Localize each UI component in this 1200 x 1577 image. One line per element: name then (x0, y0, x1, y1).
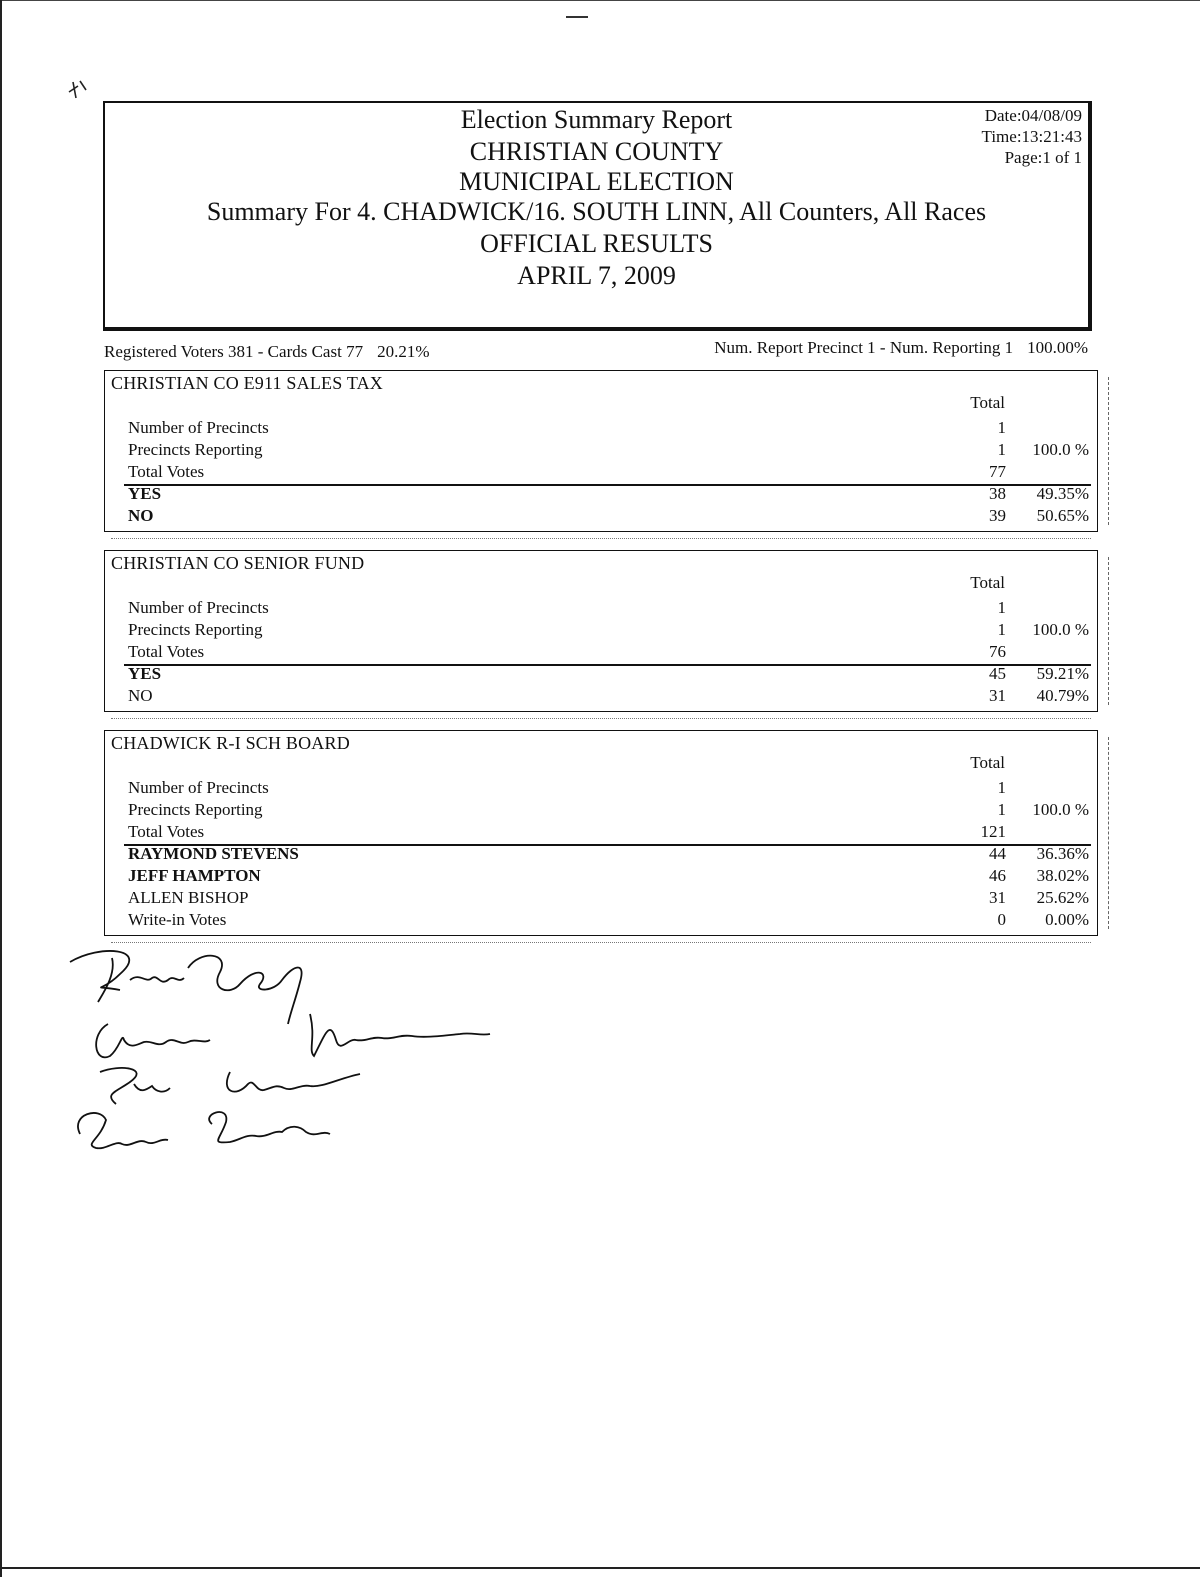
vote-total: 1 (997, 800, 1006, 819)
stat-label: Precincts Reporting (128, 440, 263, 459)
county-name: CHRISTIAN COUNTY (469, 137, 724, 166)
race-title: CHRISTIAN CO SENIOR FUND (111, 553, 365, 573)
choice-label: RAYMOND STEVENS (128, 844, 299, 863)
stat-row (105, 619, 1097, 641)
stat-label: Precincts Reporting (128, 800, 263, 819)
page-edge-top (0, 0, 1200, 1)
choice-label: NO (128, 686, 153, 705)
report-time: Time:13:21:43 (981, 127, 1082, 146)
choice-row (105, 843, 1097, 865)
race-box (104, 730, 1098, 936)
vote-percent: 59.21% (1036, 664, 1089, 683)
choice-row (105, 483, 1097, 505)
turnout-percent: 20.21% (377, 342, 430, 361)
report-title: Election Summary Report (460, 105, 733, 134)
vote-percent: 25.62% (1036, 888, 1089, 907)
signatures (60, 944, 520, 1164)
stat-label: Total Votes (128, 822, 205, 841)
vote-total: 1 (997, 778, 1006, 797)
vote-total: 31 (989, 888, 1006, 907)
registered-voters: Registered Voters 381 - Cards Cast 77 (104, 342, 364, 361)
turnout-summary (104, 342, 430, 362)
choice-label: NO (128, 506, 154, 525)
stat-row (105, 821, 1097, 843)
vote-percent: 100.0 % (1032, 620, 1089, 639)
choice-row (105, 505, 1097, 527)
scan-noise-line (111, 536, 1091, 539)
page-edge-bottom (0, 1567, 1200, 1569)
results-status: OFFICIAL RESULTS (480, 229, 713, 258)
race-box (104, 550, 1098, 712)
scan-edge-mark (1106, 377, 1109, 525)
vote-total: 0 (997, 910, 1006, 929)
stat-label: Number of Precincts (128, 598, 269, 617)
vote-percent: 100.0 % (1032, 440, 1089, 459)
vote-total: 1 (997, 620, 1006, 639)
choice-row (105, 685, 1097, 707)
stat-row (105, 417, 1097, 439)
stat-row (105, 777, 1097, 799)
vote-total: 31 (989, 686, 1006, 705)
stat-row (105, 799, 1097, 821)
summary-scope: Summary For 4. CHADWICK/16. SOUTH LINN, All Counters, All Races (206, 197, 987, 226)
vote-total: 1 (997, 598, 1006, 617)
vote-percent: 49.35% (1036, 484, 1089, 503)
vote-percent: 38.02% (1036, 866, 1089, 885)
report-header (103, 101, 1092, 331)
vote-total: 77 (989, 462, 1006, 481)
choice-row (105, 909, 1097, 931)
race-title: CHADWICK R-I SCH BOARD (111, 733, 350, 753)
scan-noise-line (111, 940, 1091, 943)
election-date: APRIL 7, 2009 (517, 261, 676, 290)
scan-mark (566, 16, 588, 18)
vote-total: 38 (989, 484, 1006, 503)
reporting-summary (714, 338, 1088, 358)
vote-total: 46 (989, 866, 1006, 885)
stat-row (105, 461, 1097, 483)
stat-label: Total Votes (128, 642, 205, 661)
stat-row (105, 439, 1097, 461)
vote-total: 1 (997, 418, 1006, 437)
scan-edge-mark (1106, 737, 1109, 929)
total-column-header: Total (970, 393, 1005, 412)
reporting-percent: 100.00% (1027, 338, 1088, 357)
total-column-header: Total (970, 753, 1005, 772)
vote-total: 45 (989, 664, 1006, 683)
choice-row (105, 865, 1097, 887)
choice-row (105, 887, 1097, 909)
vote-percent: 50.65% (1036, 506, 1089, 525)
choice-label: Write-in Votes (128, 910, 227, 929)
vote-total: 76 (989, 642, 1006, 661)
stat-label: Number of Precincts (128, 778, 269, 797)
stat-label: Number of Precincts (128, 418, 269, 437)
choice-label: YES (128, 484, 162, 503)
stat-row (105, 641, 1097, 663)
report-meta (982, 105, 1082, 168)
choice-label: ALLEN BISHOP (128, 888, 249, 907)
vote-total: 44 (989, 844, 1006, 863)
stat-label: Precincts Reporting (128, 620, 263, 639)
vote-total: 1 (997, 440, 1006, 459)
vote-percent: 0.00% (1045, 910, 1089, 929)
vote-total: 121 (980, 822, 1006, 841)
handwritten-check-mark (66, 78, 90, 100)
vote-percent: 36.36% (1036, 844, 1089, 863)
stat-row (105, 597, 1097, 619)
stat-label: Total Votes (128, 462, 205, 481)
vote-percent: 40.79% (1036, 686, 1089, 705)
choice-label: JEFF HAMPTON (128, 866, 261, 885)
vote-percent: 100.0 % (1032, 800, 1089, 819)
vote-total: 39 (989, 506, 1006, 525)
scan-noise-line (111, 716, 1091, 719)
race-box (104, 370, 1098, 532)
precincts-reporting-summary: Num. Report Precinct 1 - Num. Reporting 1 (714, 338, 1014, 357)
page-edge-left (0, 0, 2, 1577)
total-column-header: Total (970, 573, 1005, 592)
choice-label: YES (128, 664, 162, 683)
race-title: CHRISTIAN CO E911 SALES TAX (111, 373, 383, 393)
choice-row (105, 663, 1097, 685)
election-name: MUNICIPAL ELECTION (459, 167, 734, 196)
report-date: Date:04/08/09 (984, 106, 1082, 125)
report-page: Page:1 of 1 (1004, 148, 1082, 167)
scan-edge-mark (1106, 557, 1109, 705)
